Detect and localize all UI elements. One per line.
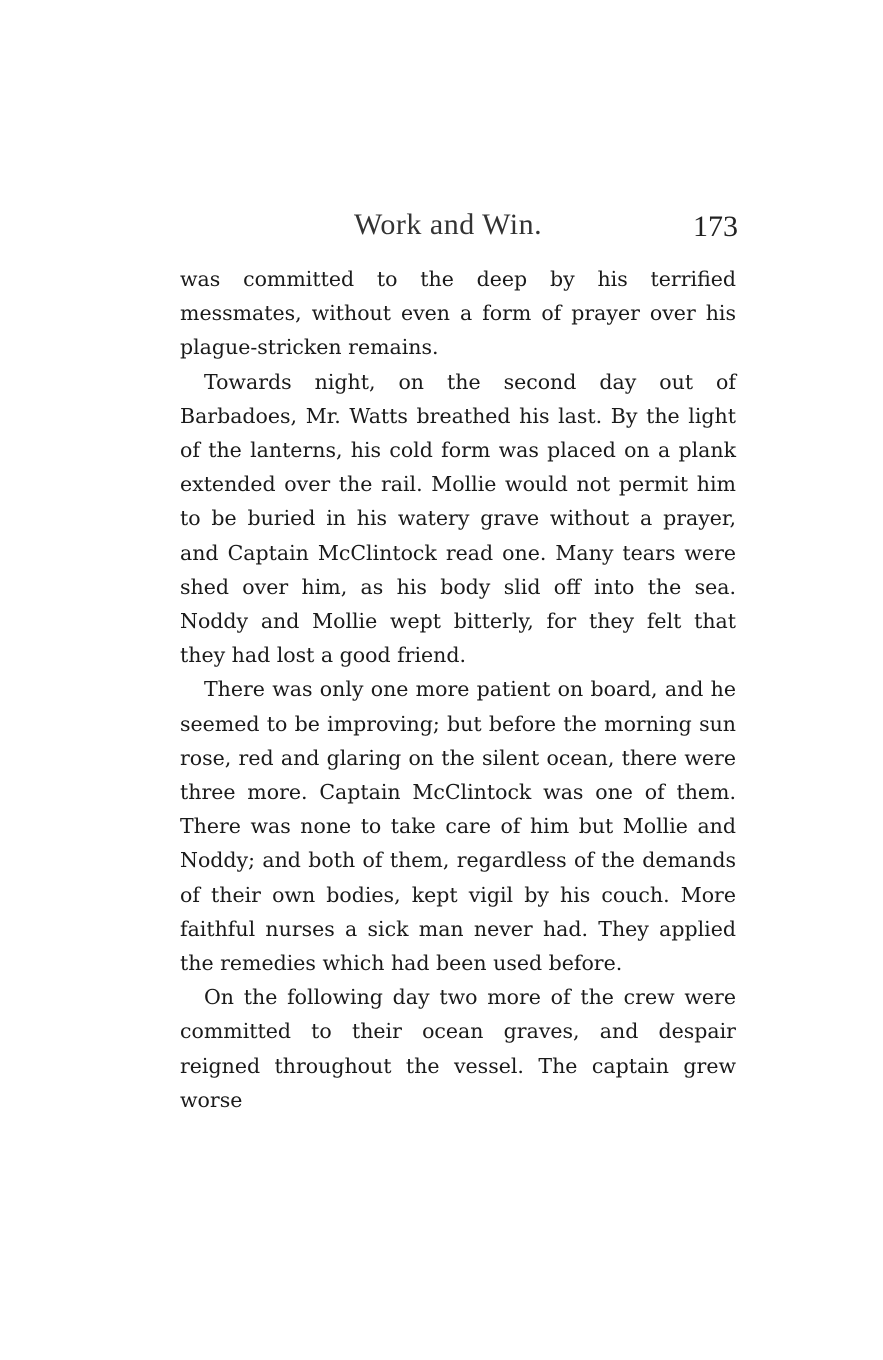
running-title: Work and Win. [354,208,543,241]
paragraph: Towards night, on the second day out of Barbadoes, Mr. Watts breathed his last. By the light of the lanterns, his cold form was placed on a plank extended over the rail. Mollie would not permit him to be buried in his watery grave without a prayer, and Captain McClintock read one. Many tears were shed over him, as his body slid off into the sea. Noddy and Mollie wept bitterly, for they felt that they had lost a good friend. [180,369,736,668]
page-number: 173 [693,210,738,243]
paragraph: There was only one more patient on board, and he seemed to be improving; but before the morning sun rose, red and glaring on the silent ocean, there were three more. Captain McClintock was one of them. There was none to take care of him but Mollie and Noddy; and both of them, regardless of the demands of their own bodies, kept vigil by his couch. More faithful nurses a sick man never had. They applied the remedies which had been used before. [180,677,736,976]
page-header [180,208,740,248]
paragraph: On the following day two more of the crew were committed to their ocean graves, and despair reigned throughout the vessel. The captain grew worse [180,985,736,1112]
body-text [180,262,736,1117]
paragraph: was committed to the deep by his terrified messmates, without even a form of prayer over his plague-stricken remains. [180,267,736,360]
